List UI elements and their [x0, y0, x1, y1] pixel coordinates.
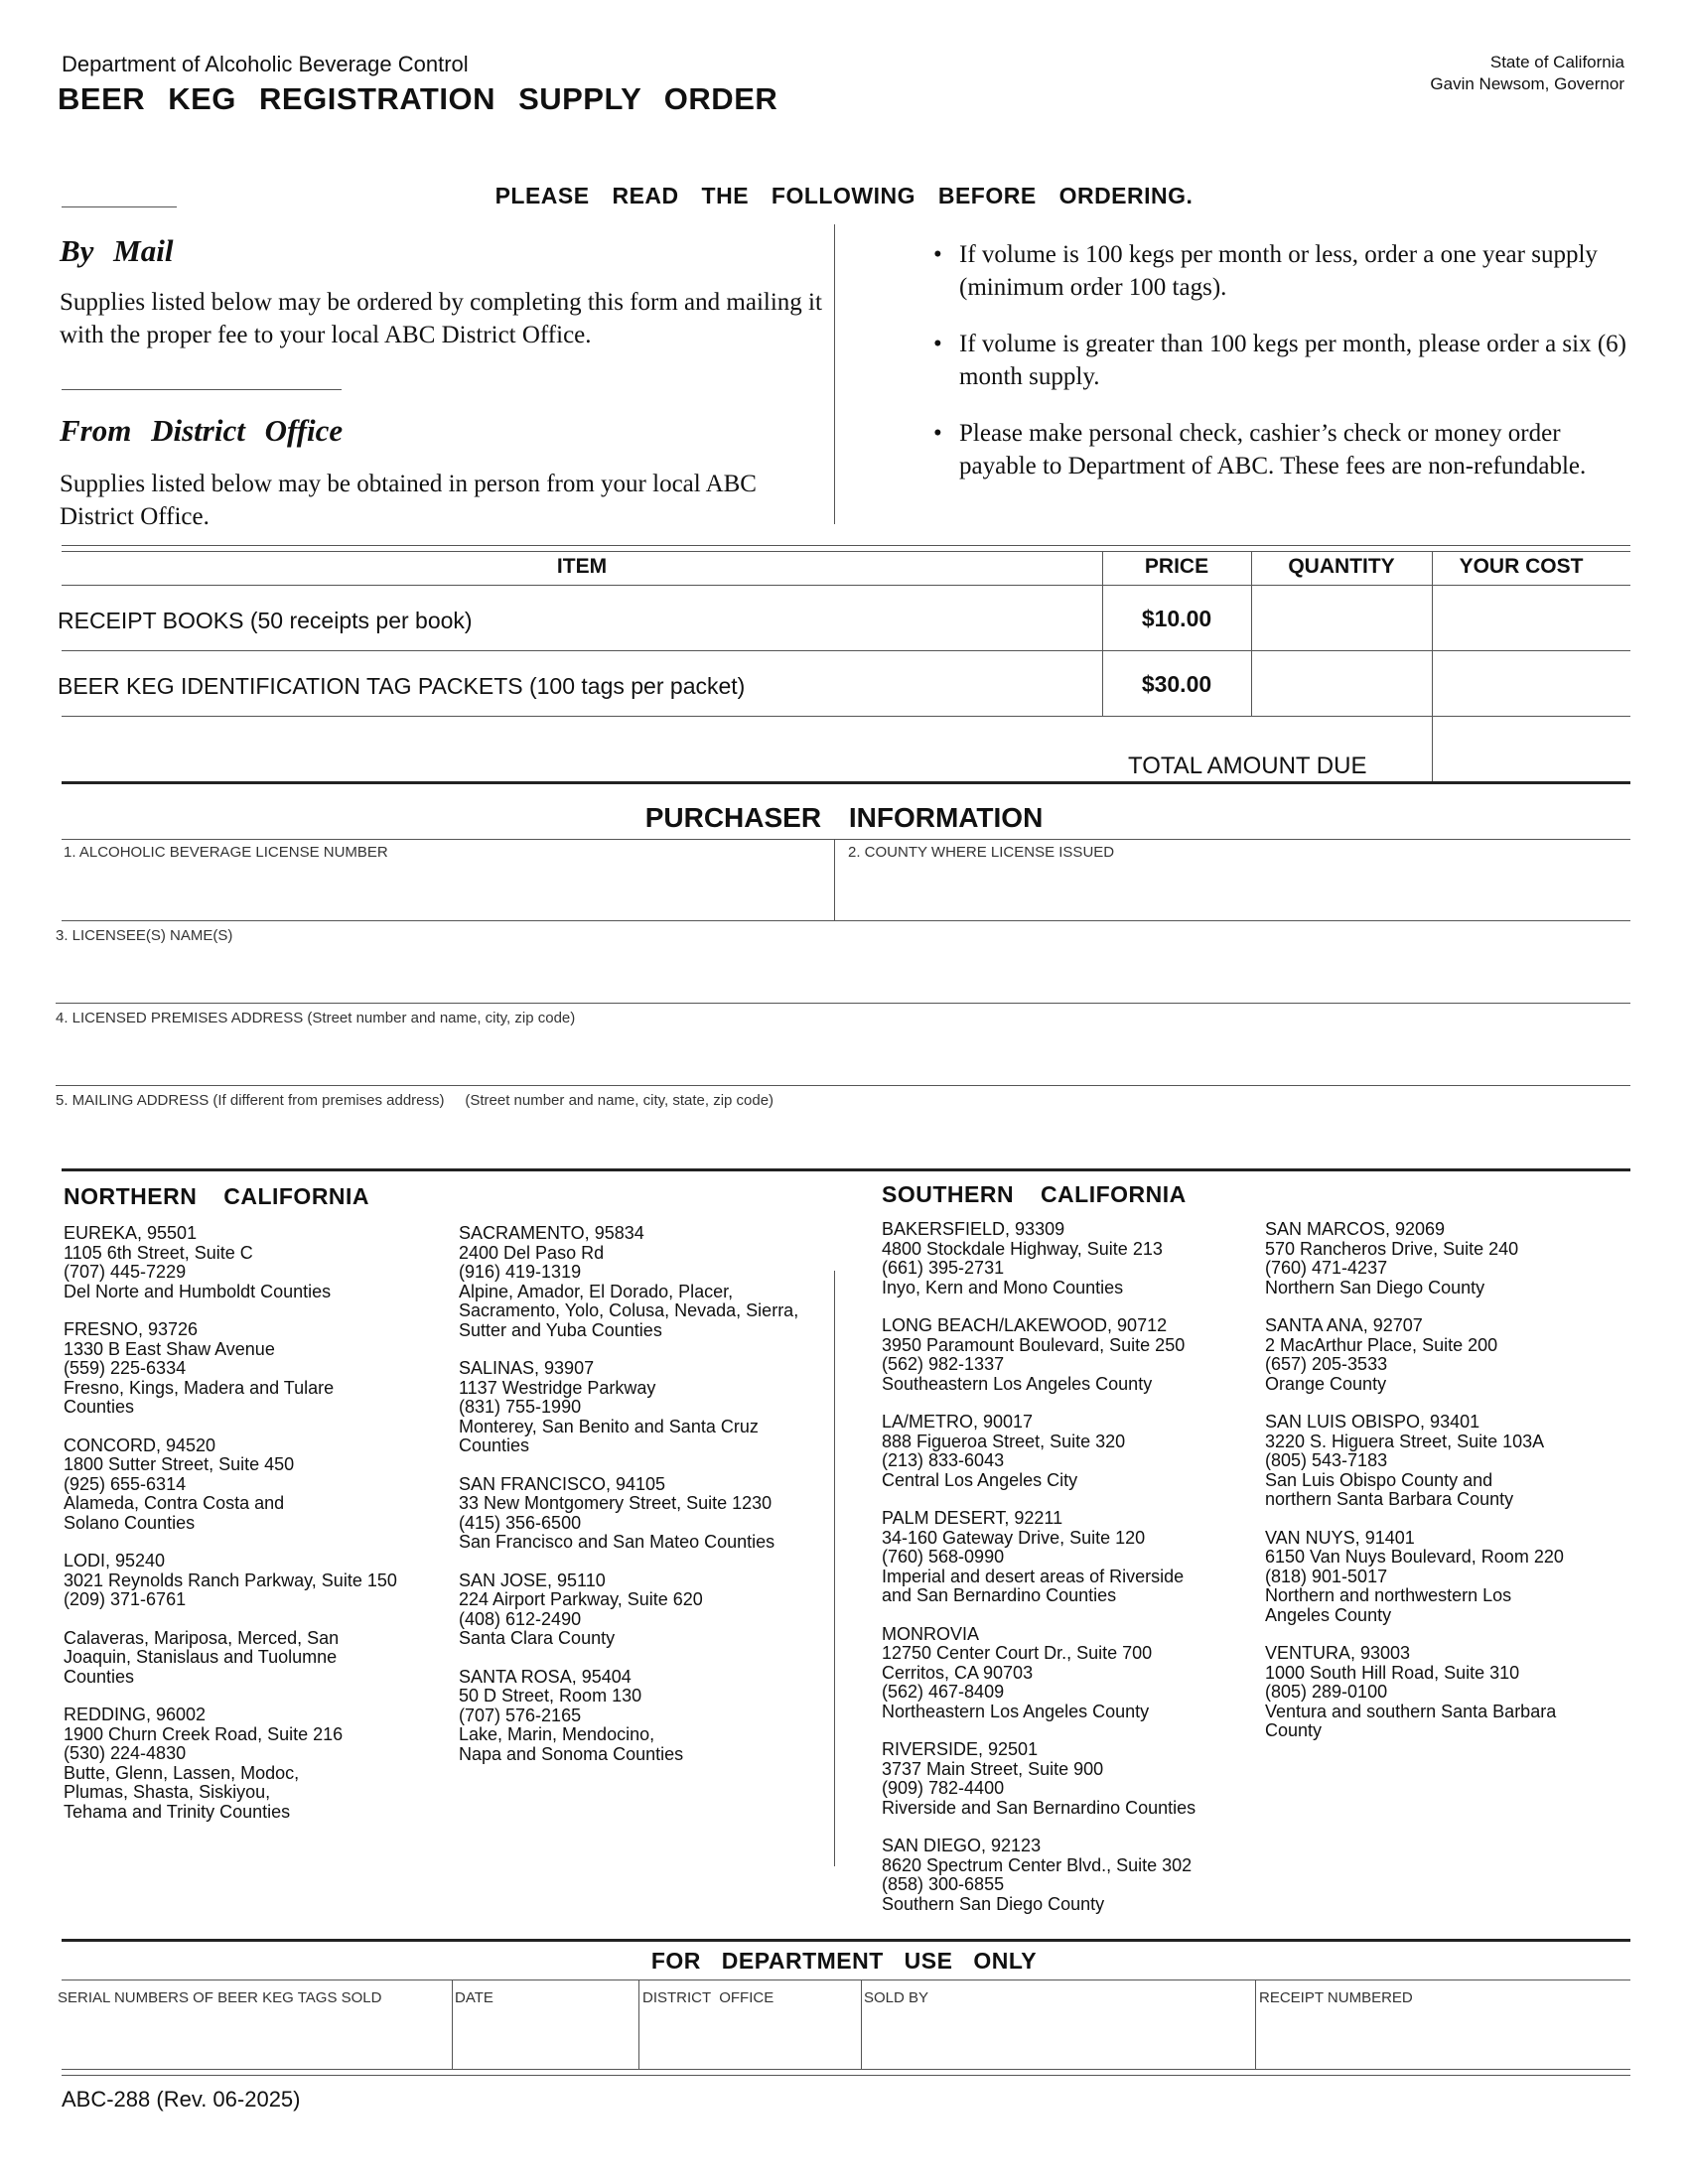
office-name: CONCORD, 94520: [64, 1434, 216, 1455]
office-entry: [882, 1413, 1259, 1490]
dept-col-district-office: DISTRICT OFFICE: [642, 1989, 774, 2006]
office-detail: Solano Counties: [64, 1512, 196, 1533]
office-address: 12750 Center Court Dr., Suite 700: [882, 1643, 1153, 1663]
office-detail: Counties: [64, 1397, 135, 1417]
office-entry: [1265, 1644, 1632, 1741]
office-detail: Monterey, San Benito and Santa Cruz: [459, 1416, 759, 1436]
dept-col-receipt-numbered: RECEIPT NUMBERED: [1259, 1989, 1413, 2006]
bullet-volume-low: • If volume is 100 kegs per month or less, order a one year supply (minimum order 100 tags).: [933, 238, 1628, 304]
office-address: 224 Airport Parkway, Suite 620: [459, 1589, 703, 1609]
office-detail: (858) 300-6855: [882, 1874, 1005, 1894]
header-price: PRICE: [1144, 555, 1209, 578]
county-label: 2. COUNTY WHERE LICENSE ISSUED: [848, 844, 1115, 861]
office-address: 8620 Spectrum Center Blvd., Suite 302: [882, 1854, 1193, 1875]
purchaser-col-divider: [834, 839, 835, 920]
dept-col-divider-3: [861, 1979, 862, 2069]
office-address: 1000 South Hill Road, Suite 310: [1265, 1662, 1520, 1683]
office-name: REDDING, 96002: [64, 1705, 207, 1724]
office-detail: Imperial and desert areas of Riverside: [882, 1566, 1185, 1586]
purchaser-rule-4: [56, 1085, 1630, 1086]
office-name: SANTA ANA, 92707: [1265, 1315, 1423, 1335]
price-receipt-books: $10.00: [1141, 606, 1212, 631]
office-address: 888 Figueroa Street, Suite 320: [882, 1431, 1126, 1451]
office-name: EUREKA, 95501: [64, 1223, 198, 1243]
district-text: Supplies listed below may be obtained in person from your local ABC District Office.: [60, 471, 757, 530]
office-address: 2 MacArthur Place, Suite 200: [1265, 1334, 1498, 1355]
office-name: RIVERSIDE, 92501: [882, 1739, 1039, 1759]
dept-use-top-rule: [62, 1939, 1630, 1942]
office-detail: Tehama and Trinity Counties: [64, 1801, 291, 1822]
office-detail: Santa Clara County: [459, 1628, 616, 1648]
office-name: LODI, 95240: [64, 1551, 166, 1570]
dept-use-heading: FOR DEPARTMENT USE ONLY: [650, 1948, 1038, 1974]
table-row-rule-2: [62, 716, 1630, 717]
office-name: SANTA ROSA, 95404: [459, 1666, 632, 1687]
office-address: 3737 Main Street, Suite 900: [882, 1758, 1104, 1779]
table-top-rule-1: [62, 545, 1630, 546]
premises-address-label: 4. LICENSED PREMISES ADDRESS (Street number and name, city, zip code): [56, 1010, 576, 1026]
office-detail: (909) 782-4400: [882, 1778, 1005, 1798]
office-entry: [64, 1436, 451, 1534]
office-detail: Southern San Diego County: [882, 1893, 1105, 1914]
state-block: [1430, 52, 1624, 95]
office-address: 1800 Sutter Street, Suite 450: [64, 1454, 295, 1474]
purchaser-top-rule: [62, 781, 1630, 784]
office-detail: Alpine, Amador, El Dorado, Placer,: [459, 1281, 734, 1301]
office-name: SAN MARCOS, 92069: [1265, 1219, 1446, 1239]
header-item: ITEM: [556, 555, 608, 578]
office-entry: [1265, 1316, 1632, 1394]
table-top-rule-2: [62, 551, 1630, 552]
dept-col-divider-1: [452, 1979, 453, 2069]
office-detail: (818) 901-5017: [1265, 1566, 1388, 1586]
dept-col-divider-2: [638, 1979, 639, 2069]
table-row-rule-1: [62, 650, 1630, 651]
office-address: Calaveras, Mariposa, Merced, San: [64, 1627, 340, 1648]
dept-col-serial-numbers: SERIAL NUMBERS OF BEER KEG TAGS SOLD: [58, 1989, 382, 2006]
office-detail: (760) 471-4237: [1265, 1258, 1388, 1278]
office-entry: [882, 1316, 1259, 1394]
office-name: SAN DIEGO, 92123: [882, 1836, 1042, 1855]
form-title: BEER KEG REGISTRATION SUPPLY ORDER: [58, 81, 778, 116]
office-detail: Ventura and southern Santa Barbara: [1265, 1701, 1557, 1721]
office-entry: [882, 1220, 1259, 1297]
purchaser-rule-1: [62, 839, 1630, 840]
header-quantity: QUANTITY: [1288, 555, 1395, 578]
item-receipt-books: RECEIPT BOOKS (50 receipts per book): [58, 608, 473, 633]
office-name: MONROVIA: [882, 1623, 980, 1644]
cost-tag-packets-field[interactable]: [1434, 653, 1628, 714]
office-detail: Del Norte and Humboldt Counties: [64, 1281, 332, 1301]
office-address: 34-160 Gateway Drive, Suite 120: [882, 1527, 1146, 1548]
bullet-payment: • Please make personal check, cashier’s check or money order payable to Department of ABC. These fees are non-refundable.: [933, 417, 1628, 482]
dept-use-header-rule: [62, 1979, 1630, 1980]
col-divider-cost: [1432, 551, 1433, 781]
office-detail: (562) 982-1337: [882, 1354, 1005, 1374]
office-detail: San Luis Obispo County and: [1265, 1469, 1493, 1490]
office-entry: [459, 1571, 834, 1649]
office-detail: northern Santa Barbara County: [1265, 1489, 1514, 1509]
office-detail: (916) 419-1319: [459, 1262, 582, 1282]
office-name: SALINAS, 93907: [459, 1358, 595, 1378]
office-detail: Cerritos, CA 90703: [882, 1662, 1034, 1683]
office-name: FRESNO, 93726: [64, 1319, 199, 1339]
licensee-name-field[interactable]: [56, 947, 1628, 999]
office-name: VAN NUYS, 91401: [1265, 1527, 1415, 1548]
purchaser-rule-2: [62, 920, 1630, 921]
office-detail: Counties: [64, 1666, 135, 1687]
office-detail: (209) 371-6761: [64, 1589, 187, 1609]
quantity-tag-packets-field[interactable]: [1253, 653, 1430, 714]
office-entry: [64, 1706, 451, 1822]
northern-heading: NORTHERN CALIFORNIA: [64, 1183, 370, 1209]
office-address: 6150 Van Nuys Boulevard, Room 220: [1265, 1547, 1564, 1567]
southern-offices-col-2: [1265, 1220, 1632, 1760]
office-address: 1105 6th Street, Suite C: [64, 1242, 253, 1263]
instructions-heading: PLEASE READ THE FOLLOWING BEFORE ORDERING.: [494, 183, 1194, 208]
form-number: ABC-288 (Rev. 06-2025): [62, 2087, 301, 2112]
by-mail-text: Supplies listed below may be ordered by completing this form and mailing it with the proper fee to your local ABC District Office.: [60, 289, 822, 348]
office-detail: Napa and Sonoma Counties: [459, 1743, 684, 1764]
office-detail: (831) 755-1990: [459, 1397, 582, 1417]
office-detail: Lake, Marin, Mendocino,: [459, 1724, 655, 1744]
office-name: SAN FRANCISCO, 94105: [459, 1473, 666, 1494]
office-detail: Counties: [459, 1435, 530, 1455]
purchaser-rule-3: [56, 1003, 1630, 1004]
office-detail: Riverside and San Bernardino Counties: [882, 1797, 1196, 1818]
office-detail: Joaquin, Stanislaus and Tuolumne: [64, 1647, 338, 1667]
office-entry: [459, 1224, 834, 1340]
office-address: 2400 Del Paso Rd: [459, 1242, 605, 1263]
dept-col-divider-4: [1255, 1979, 1256, 2069]
office-entry: [64, 1224, 451, 1301]
office-detail: San Francisco and San Mateo Counties: [459, 1532, 775, 1552]
premises-address-field[interactable]: [56, 1029, 1628, 1081]
offices-divider: [834, 1271, 835, 1866]
office-address: 570 Rancheros Drive, Suite 240: [1265, 1238, 1519, 1259]
office-detail: (760) 568-0990: [882, 1547, 1005, 1567]
office-detail: Plumas, Shasta, Siskiyou,: [64, 1782, 271, 1802]
office-address: 50 D Street, Room 130: [459, 1686, 642, 1706]
office-detail: (707) 445-7229: [64, 1262, 187, 1282]
office-entry: [882, 1740, 1259, 1818]
office-detail: Butte, Glenn, Lassen, Modoc,: [64, 1762, 300, 1783]
office-address: 1900 Churn Creek Road, Suite 216: [64, 1723, 344, 1744]
state-name: State of California: [1489, 53, 1624, 71]
mailing-address-field[interactable]: [56, 1112, 1628, 1163]
purchaser-heading: PURCHASER INFORMATION: [644, 802, 1044, 833]
license-number-label: 1. ALCOHOLIC BEVERAGE LICENSE NUMBER: [64, 844, 388, 861]
office-detail: (408) 612-2490: [459, 1608, 582, 1629]
office-entry: [1265, 1413, 1632, 1510]
dept-col-date: DATE: [455, 1989, 493, 2006]
header-your-cost: YOUR COST: [1459, 555, 1584, 578]
office-detail: (925) 655-6314: [64, 1473, 187, 1494]
mailing-address-label: 5. MAILING ADDRESS (If different from premises address) (Street number and name, city, state, zip code): [56, 1092, 774, 1109]
office-name: PALM DESERT, 92211: [882, 1508, 1063, 1528]
instruction-bullets: [933, 238, 1628, 506]
governor-name: Gavin Newsom, Governor: [1430, 74, 1624, 93]
office-address: 3220 S. Higuera Street, Suite 103A: [1265, 1431, 1545, 1451]
office-address: 3021 Reynolds Ranch Parkway, Suite 150: [64, 1570, 397, 1590]
office-detail: (530) 224-4830: [64, 1743, 187, 1763]
divider-by-mail: [62, 389, 342, 390]
office-detail: (415) 356-6500: [459, 1512, 582, 1533]
office-entry: [459, 1475, 834, 1553]
office-detail: (559) 225-6334: [64, 1358, 187, 1378]
office-name: LA/METRO, 90017: [882, 1412, 1034, 1432]
office-detail: Northeastern Los Angeles County: [882, 1701, 1150, 1721]
office-detail: Sacramento, Yolo, Colusa, Nevada, Sierra,: [459, 1300, 799, 1320]
by-mail-title: By Mail: [60, 233, 174, 268]
office-detail: Alameda, Contra Costa and: [64, 1493, 285, 1513]
office-entry: [1265, 1529, 1632, 1626]
office-detail: Angeles County: [1265, 1604, 1392, 1625]
office-address: 3950 Paramount Boulevard, Suite 250: [882, 1334, 1186, 1355]
office-name: SAN LUIS OBISPO, 93401: [1265, 1412, 1480, 1432]
southern-heading: SOUTHERN CALIFORNIA: [882, 1181, 1187, 1207]
office-address: 4800 Stockdale Highway, Suite 213: [882, 1238, 1163, 1259]
dept-use-bottom-rule-2: [62, 2075, 1630, 2076]
county-field[interactable]: [838, 864, 1628, 917]
office-name: VENTURA, 93003: [1265, 1643, 1411, 1663]
office-detail: County: [1265, 1720, 1323, 1740]
office-address: 33 New Montgomery Street, Suite 1230: [459, 1493, 773, 1513]
office-detail: Orange County: [1265, 1373, 1387, 1394]
office-detail: (657) 205-3533: [1265, 1354, 1388, 1374]
office-detail: Central Los Angeles City: [882, 1469, 1078, 1490]
office-detail: (562) 467-8409: [882, 1682, 1005, 1702]
southern-offices-col-1: [882, 1220, 1259, 1933]
dept-col-sold-by: SOLD BY: [864, 1989, 929, 2006]
divider-short: [62, 206, 177, 207]
district-title: From District Office: [60, 413, 344, 448]
office-address: 1137 Westridge Parkway: [459, 1377, 656, 1398]
office-name: SAN JOSE, 95110: [459, 1570, 606, 1590]
northern-offices-col-1: [64, 1224, 451, 1841]
price-tag-packets: $30.00: [1141, 671, 1212, 697]
office-detail: and San Bernardino Counties: [882, 1585, 1117, 1605]
office-entry: [882, 1509, 1259, 1606]
office-detail: Northern and northwestern Los: [1265, 1585, 1512, 1605]
license-number-field[interactable]: [62, 864, 832, 917]
office-detail: Sutter and Yuba Counties: [459, 1319, 662, 1340]
office-entry: [64, 1629, 451, 1688]
office-detail: (661) 395-2731: [882, 1258, 1005, 1278]
instructions-divider: [834, 224, 835, 524]
office-detail: Fresno, Kings, Madera and Tulare: [64, 1377, 335, 1398]
office-detail: (213) 833-6043: [882, 1450, 1005, 1470]
office-entry: [459, 1668, 834, 1765]
office-entry: [882, 1837, 1259, 1914]
licensee-name-label: 3. LICENSEE(S) NAME(S): [56, 927, 233, 944]
department-name: Department of Alcoholic Beverage Control: [62, 52, 469, 76]
bullet-volume-high: • If volume is greater than 100 kegs per month, please order a six (6) month supply.: [933, 328, 1628, 393]
dept-use-bottom-rule-1: [62, 2069, 1630, 2070]
office-entry: [64, 1552, 451, 1610]
cost-receipt-books-field[interactable]: [1434, 588, 1628, 648]
table-header-rule: [62, 585, 1630, 586]
office-detail: Inyo, Kern and Mono Counties: [882, 1277, 1124, 1297]
office-entry: [459, 1359, 834, 1456]
item-tag-packets: BEER KEG IDENTIFICATION TAG PACKETS (100 tags per packet): [58, 673, 746, 699]
office-detail: (707) 576-2165: [459, 1705, 582, 1725]
office-detail: Northern San Diego County: [1265, 1277, 1485, 1297]
northern-offices-col-2: [459, 1224, 834, 1783]
offices-top-rule: [62, 1168, 1630, 1171]
office-name: LONG BEACH/LAKEWOOD, 90712: [882, 1315, 1168, 1335]
office-detail: Southeastern Los Angeles County: [882, 1373, 1153, 1394]
quantity-receipt-books-field[interactable]: [1253, 588, 1430, 648]
office-name: SACRAMENTO, 95834: [459, 1223, 644, 1243]
office-entry: [1265, 1220, 1632, 1297]
office-detail: (805) 289-0100: [1265, 1682, 1388, 1702]
total-amount-due-label: TOTAL AMOUNT DUE: [1128, 752, 1367, 779]
office-name: BAKERSFIELD, 93309: [882, 1219, 1065, 1239]
office-entry: [64, 1320, 451, 1418]
office-detail: (805) 543-7183: [1265, 1450, 1388, 1470]
total-amount-field[interactable]: [1434, 719, 1628, 778]
office-address: 1330 B East Shaw Avenue: [64, 1338, 275, 1359]
office-entry: [882, 1625, 1259, 1722]
